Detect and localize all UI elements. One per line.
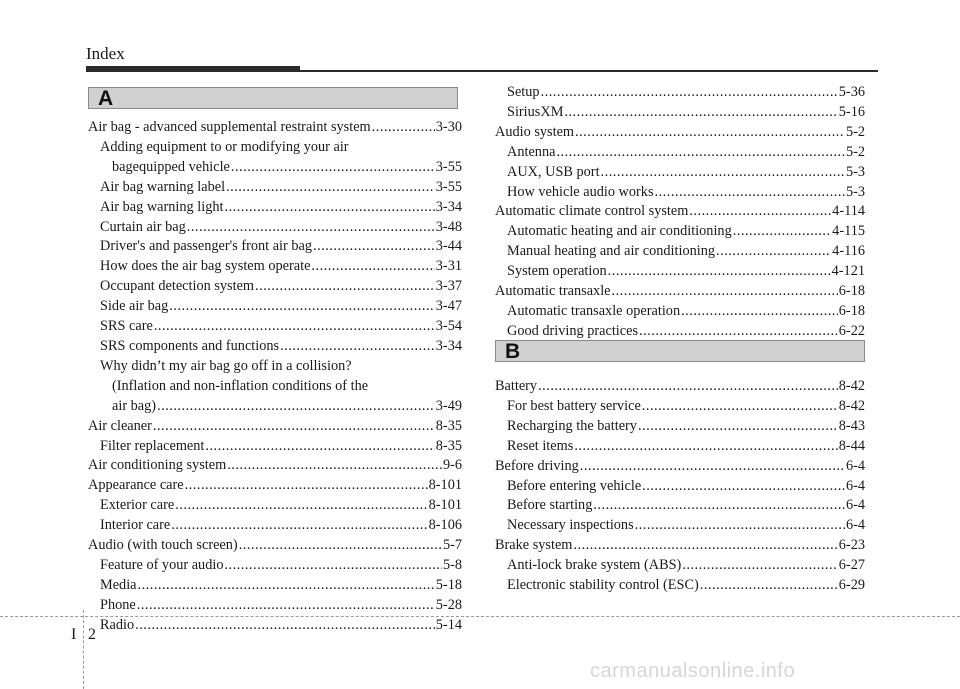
index-entry-text: Setup <box>507 84 540 100</box>
index-dot-leader <box>175 496 427 516</box>
index-dot-leader <box>171 516 427 536</box>
index-entry-page: 5-8 <box>442 556 462 573</box>
index-entry <box>495 397 865 417</box>
index-entry <box>495 417 865 437</box>
index-entry-text: Audio (with touch screen) <box>88 537 238 554</box>
index-entry <box>495 576 865 596</box>
index-entry <box>88 476 462 496</box>
index-entry <box>495 183 865 203</box>
index-dot-leader <box>638 417 838 437</box>
index-dot-leader <box>538 377 838 397</box>
index-entry-text: Why didn’t my air bag go off in a collision? <box>100 357 352 374</box>
index-dot-leader <box>154 317 435 337</box>
index-entry-text: SRS care <box>100 318 153 335</box>
index-entry-page: 3-54 <box>435 318 462 335</box>
index-entry-text: Before entering vehicle <box>507 477 642 494</box>
index-entry <box>88 596 462 616</box>
index-entry <box>495 556 865 576</box>
index-dot-leader <box>689 202 831 222</box>
index-entry-text: SRS components and functions <box>100 337 280 354</box>
index-entry-text: Radio <box>100 616 135 633</box>
index-entry <box>88 317 462 337</box>
index-dot-leader <box>137 596 435 616</box>
index-entry-text: Automatic heating and air conditioning <box>507 223 732 240</box>
index-entry-text: Battery <box>495 378 538 394</box>
section-b-letter: B <box>505 340 521 363</box>
index-entry-page: 6-23 <box>838 537 865 554</box>
index-dot-leader <box>601 163 845 183</box>
index-entry <box>495 536 865 556</box>
index-entry <box>88 417 462 437</box>
index-entry-page: 8-101 <box>428 477 462 494</box>
header-rule-thick <box>86 66 300 72</box>
index-entry-text: Anti-lock brake system (ABS) <box>507 557 682 574</box>
index-entry <box>88 556 462 576</box>
index-entry <box>495 377 865 397</box>
index-entry-text: How does the air bag system operate <box>100 258 311 275</box>
index-entry <box>88 158 462 178</box>
index-dot-leader <box>187 218 435 238</box>
index-entry <box>88 138 462 158</box>
index-dot-leader <box>733 222 831 242</box>
index-entry <box>88 118 462 138</box>
index-entry-text: System operation <box>507 263 607 280</box>
footer-page-number: 2 <box>88 626 96 643</box>
index-entry-text: Antenna <box>507 143 556 160</box>
index-entry-page: 6-4 <box>845 497 865 514</box>
index-entry-page: 3-48 <box>435 218 462 235</box>
index-entry <box>88 237 462 257</box>
index-dot-leader <box>580 457 845 477</box>
index-entry <box>495 516 865 536</box>
index-dot-leader <box>157 397 435 417</box>
index-entry <box>88 178 462 198</box>
index-entry <box>495 262 865 282</box>
index-entry-text: Occupant detection system <box>100 278 255 295</box>
index-entry-page: 3-44 <box>435 238 462 255</box>
index-entry-text: Driver's and passenger's front air bag <box>100 238 312 255</box>
index-entry-page: 4-114 <box>832 203 865 220</box>
index-entry-page: 6-4 <box>845 457 865 474</box>
index-entry <box>88 397 462 417</box>
index-entry-page: 5-18 <box>435 576 462 593</box>
index-entry-page: 4-121 <box>831 263 865 280</box>
index-dot-leader <box>608 262 831 282</box>
index-dot-leader <box>541 83 838 103</box>
index-entry <box>495 163 865 183</box>
index-entry-page: 3-31 <box>435 258 462 275</box>
index-entry-text: How vehicle audio works <box>507 183 654 200</box>
index-entry-text: air bag) <box>112 397 157 414</box>
index-entry <box>495 123 865 143</box>
index-dot-leader <box>556 143 845 163</box>
index-entry-text: Necessary inspections <box>507 517 634 534</box>
footer-crop-line-horizontal <box>0 616 960 617</box>
index-entry <box>495 282 865 302</box>
index-entry-text: For best battery service <box>507 397 641 414</box>
index-entry <box>495 222 865 242</box>
index-entry-page: 3-30 <box>435 119 462 135</box>
index-dot-leader <box>573 536 837 556</box>
index-dot-leader <box>716 242 831 262</box>
index-entry-text: Brake system <box>495 537 573 554</box>
index-entry <box>88 337 462 357</box>
header-rule-thin <box>300 70 878 72</box>
index-dot-leader <box>313 237 435 257</box>
index-entry <box>88 218 462 238</box>
index-entry <box>495 302 865 322</box>
index-dot-leader <box>185 476 428 496</box>
index-entry <box>88 616 462 636</box>
index-entry-text: Reset items <box>507 437 574 454</box>
index-dot-leader <box>574 437 837 457</box>
index-dot-leader <box>205 437 434 457</box>
index-entry-page: 5-2 <box>845 123 865 140</box>
index-entry <box>88 297 462 317</box>
index-entry-page: 6-4 <box>845 477 865 494</box>
index-dot-leader <box>311 257 434 277</box>
index-entry-page: 8-101 <box>428 497 462 514</box>
index-dot-leader <box>642 397 838 417</box>
index-entry-text: Before starting <box>507 497 593 514</box>
index-dot-leader <box>153 417 435 437</box>
index-entry-text: AUX, USB port <box>507 163 600 180</box>
index-entry-text: Side air bag <box>100 298 169 315</box>
index-entry-page: 8-44 <box>838 437 865 454</box>
index-entry-text: Phone <box>100 596 136 613</box>
index-entry-page: 5-28 <box>435 596 462 613</box>
index-entry <box>88 496 462 516</box>
index-entry <box>88 357 462 377</box>
footer-section-letter: I <box>71 626 77 643</box>
index-entry-page: 3-34 <box>435 337 462 354</box>
index-entry-page: 5-36 <box>838 84 865 100</box>
index-dot-leader <box>635 516 845 536</box>
index-entry-page: 8-42 <box>838 397 865 414</box>
index-entry <box>88 377 462 397</box>
index-entry-page: 3-55 <box>435 178 462 195</box>
index-entry <box>88 277 462 297</box>
index-entry <box>88 536 462 556</box>
index-entry-text: Media <box>100 576 137 593</box>
page-title: Index <box>86 44 125 63</box>
index-entry-text: Curtain air bag <box>100 218 186 235</box>
section-a-letter: A <box>98 87 114 110</box>
index-entry <box>88 437 462 457</box>
index-dot-leader <box>255 277 435 297</box>
footer-crop-line-vertical <box>83 610 84 689</box>
section-a-banner <box>88 87 458 109</box>
index-entry-page: 6-29 <box>838 577 865 594</box>
index-entry-page: 3-37 <box>435 278 462 295</box>
index-entry-text: Appearance care <box>88 477 184 494</box>
index-entry-page: 6-22 <box>838 322 865 339</box>
index-left-column <box>88 118 462 636</box>
index-entry-page: 6-18 <box>838 283 865 300</box>
index-entry-text: Air bag warning light <box>100 198 224 215</box>
watermark: carmanualsonline.info <box>590 660 796 682</box>
index-entry-text: Air bag warning label <box>100 178 226 195</box>
index-entry-text: Exterior care <box>100 497 175 514</box>
index-dot-leader <box>564 103 837 123</box>
index-dot-leader <box>169 297 434 317</box>
index-entry-text: Air bag - advanced supplemental restraint system <box>88 119 371 135</box>
index-entry <box>495 103 865 123</box>
index-right-column-bottom <box>495 377 865 596</box>
index-entry <box>495 437 865 457</box>
index-entry <box>495 322 865 342</box>
index-entry-text: (Inflation and non-inflation conditions of the <box>112 377 369 394</box>
index-entry-text: Before driving <box>495 457 579 474</box>
index-entry-text: Good driving practices <box>507 322 639 339</box>
index-entry <box>88 257 462 277</box>
index-entry-text: Automatic climate control system <box>495 203 689 220</box>
index-dot-leader <box>225 198 435 218</box>
index-entry <box>495 202 865 222</box>
index-entry <box>88 516 462 536</box>
index-right-column-top <box>495 83 865 342</box>
index-dot-leader <box>612 282 838 302</box>
index-entry-page: 8-43 <box>838 417 865 434</box>
index-entry-page: 5-7 <box>442 537 462 554</box>
index-entry <box>495 477 865 497</box>
index-entry-page: 3-34 <box>435 198 462 215</box>
index-entry <box>495 457 865 477</box>
index-entry <box>495 496 865 516</box>
index-entry <box>495 83 865 103</box>
index-dot-leader <box>135 616 435 636</box>
index-entry-page: 4-115 <box>832 223 865 240</box>
index-entry-page: 3-55 <box>435 158 462 175</box>
index-dot-leader <box>239 536 442 556</box>
index-entry-text: Air conditioning system <box>88 457 227 474</box>
index-entry-page: 8-42 <box>838 378 865 394</box>
index-entry <box>88 456 462 476</box>
index-dot-leader <box>227 456 442 476</box>
index-dot-leader <box>681 302 838 322</box>
index-entry-page: 4-116 <box>832 243 865 260</box>
index-entry-text: Adding equipment to or modifying your air <box>100 138 349 155</box>
index-dot-leader <box>700 576 838 596</box>
index-dot-leader <box>682 556 837 576</box>
index-dot-leader <box>226 178 435 198</box>
index-entry-page: 5-3 <box>845 183 865 200</box>
index-dot-leader <box>224 556 441 576</box>
index-entry-text: Air cleaner <box>88 417 152 434</box>
index-entry-page: 8-35 <box>435 417 462 434</box>
index-entry <box>88 576 462 596</box>
index-dot-leader <box>280 337 435 357</box>
index-entry-page: 5-16 <box>838 103 865 120</box>
index-entry-text: bagequipped vehicle <box>112 158 230 175</box>
index-entry-text: Audio system <box>495 123 575 140</box>
index-entry-page: 8-35 <box>435 437 462 454</box>
index-entry-text: Electronic stability control (ESC) <box>507 577 699 594</box>
index-entry <box>88 198 462 218</box>
index-dot-leader <box>655 183 845 203</box>
index-entry-text: Feature of your audio <box>100 556 224 573</box>
index-entry-page: 6-18 <box>838 302 865 319</box>
index-entry-page: 8-106 <box>428 517 462 534</box>
index-dot-leader <box>575 123 845 143</box>
section-b-banner <box>495 340 865 362</box>
index-entry-page: 9-6 <box>442 457 462 474</box>
index-entry-page: 5-2 <box>845 143 865 160</box>
index-entry-text: SiriusXM <box>507 103 564 120</box>
index-dot-leader <box>639 322 838 342</box>
index-entry-page: 5-3 <box>845 163 865 180</box>
index-entry <box>495 242 865 262</box>
index-dot-leader <box>642 477 845 497</box>
index-dot-leader <box>138 576 435 596</box>
index-entry-text: Recharging the battery <box>507 417 637 434</box>
index-entry-text: Automatic transaxle operation <box>507 302 681 319</box>
index-entry-page: 6-4 <box>845 517 865 534</box>
index-entry-page: 6-27 <box>838 557 865 574</box>
index-dot-leader <box>372 118 435 138</box>
index-entry <box>495 143 865 163</box>
index-entry-text: Interior care <box>100 517 171 534</box>
index-entry-text: Filter replacement <box>100 437 205 454</box>
index-entry-text: Manual heating and air conditioning <box>507 243 716 260</box>
index-entry-page: 5-14 <box>435 616 462 633</box>
index-dot-leader <box>593 496 845 516</box>
index-dot-leader <box>231 158 435 178</box>
index-entry-page: 3-49 <box>435 397 462 414</box>
index-entry-page: 3-47 <box>435 298 462 315</box>
index-entry-text: Automatic transaxle <box>495 283 611 300</box>
